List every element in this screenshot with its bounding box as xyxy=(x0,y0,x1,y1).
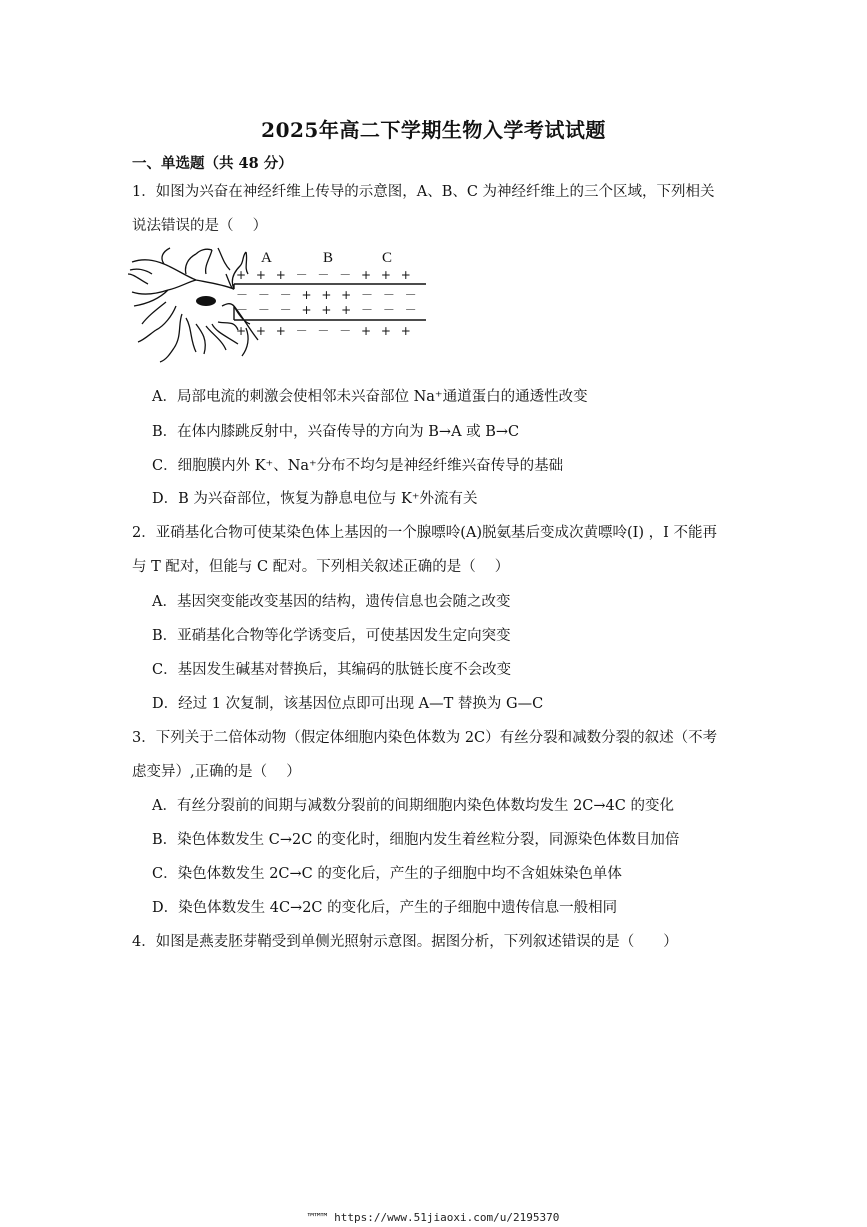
charge-row-inner-bottom: － － － + + + － － － xyxy=(236,303,420,317)
q2-option-c: C．基因发生碱基对替换后，其编码的肽链长度不会改变 xyxy=(152,662,512,678)
q3-stem-line1: 3．下列关于二倍体动物（假定体细胞内染色体数为 2C）有丝分裂和减数分裂的叙述（不考 xyxy=(132,730,718,746)
q3-option-c: C．染色体数发生 2C→C 的变化后，产生的子细胞中均不含姐妹染色单体 xyxy=(152,866,622,882)
region-label-b: B xyxy=(323,250,334,266)
q1-option-a: A．局部电流的刺激会使相邻未兴奋部位 Na⁺通道蛋白的通透性改变 xyxy=(152,389,588,405)
charge-row-inner-top: － － － + + + － － － xyxy=(236,288,420,302)
q1-option-b: B．在体内膝跳反射中，兴奋传导的方向为 B→A 或 B→C xyxy=(152,424,520,440)
charge-row-outer-top: + + + － － － + + + xyxy=(236,268,414,282)
q3-option-d: D．染色体数发生 4C→2C 的变化后，产生的子细胞中遗传信息一般相同 xyxy=(152,900,618,916)
q3-option-b: B．染色体数发生 C→2C 的变化时，细胞内发生着丝粒分裂，同源染色体数目加倍 xyxy=(152,832,680,848)
q1-option-c: C．细胞膜内外 K⁺、Na⁺分布不均匀是神经纤维兴奋传导的基础 xyxy=(152,458,564,474)
section-heading: 一、单选题（共 48 分） xyxy=(132,155,293,172)
nerve-fiber-diagram xyxy=(126,244,436,374)
region-label-a: A xyxy=(261,250,272,266)
charge-row-outer-bottom: + + + － － － + + + xyxy=(236,324,414,338)
q2-stem-line2: 与 T 配对，但能与 C 配对。下列相关叙述正确的是（ ） xyxy=(132,559,510,575)
q3-stem-line2: 虑变异）,正确的是（ ） xyxy=(132,764,301,780)
q2-stem-line1: 2．亚硝基化合物可使某染色体上基因的一个腺嘌呤(A)脱氨基后变成次黄嘌呤(I) ，I 不能再 xyxy=(132,525,717,541)
q2-option-d: D．经过 1 次复制，该基因位点即可出现 A—T 替换为 G—C xyxy=(152,696,544,712)
q3-option-a: A．有丝分裂前的间期与减数分裂前的间期细胞内染色体数均发生 2C→4C 的变化 xyxy=(152,798,674,814)
page-title: 2025年高二下学期生物入学考试试题 xyxy=(261,118,606,142)
cell-nucleus xyxy=(196,296,216,306)
region-label-c: C xyxy=(382,250,393,266)
q2-option-b: B．亚硝基化合物等化学诱变后，可使基因发生定向突变 xyxy=(152,628,511,644)
q1-stem-line1: 1．如图为兴奋在神经纤维上传导的示意图，A、B、C 为神经纤维上的三个区域，下列相关 xyxy=(132,184,715,200)
footer-url: ™™™ https://www.51jiaoxi.com/u/2195370 xyxy=(307,1211,560,1224)
q1-stem-line2: 说法错误的是（ ） xyxy=(132,218,268,234)
q1-option-d: D．B 为兴奋部位，恢复为静息电位与 K⁺外流有关 xyxy=(152,491,478,507)
q4-stem-line1: 4．如图是燕麦胚芽鞘受到单侧光照射示意图。据图分析，下列叙述错误的是（ ） xyxy=(132,934,678,950)
q2-option-a: A．基因突变能改变基因的结构，遗传信息也会随之改变 xyxy=(152,594,511,610)
